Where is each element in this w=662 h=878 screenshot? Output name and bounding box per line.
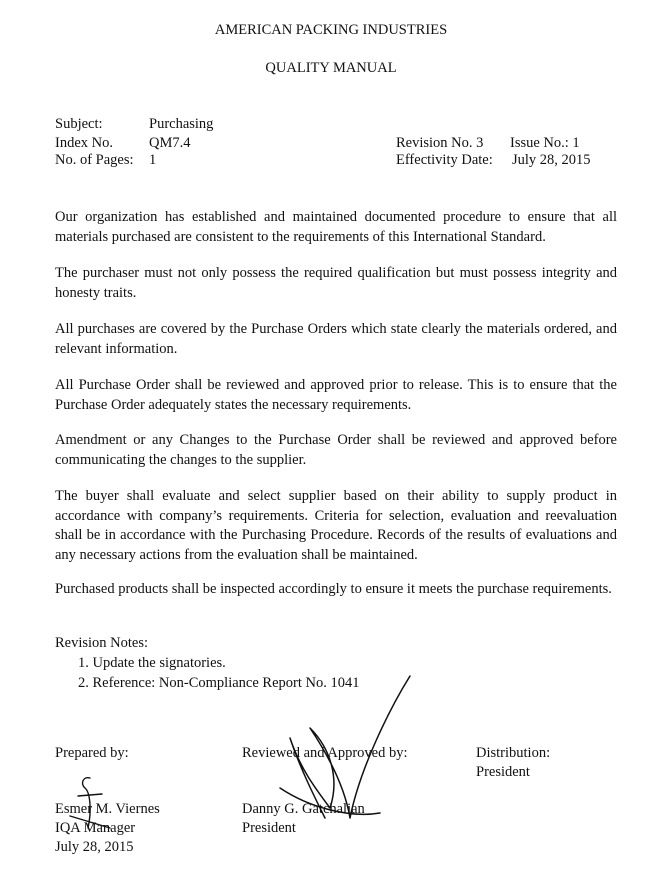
revision-notes-title: Revision Notes:	[55, 635, 149, 651]
pages-value: 1	[149, 152, 157, 168]
distribution-value: President	[476, 764, 530, 780]
distribution-label: Distribution:	[476, 745, 551, 761]
effectivity-date: July 28, 2015	[512, 152, 591, 168]
revision-notes-list	[78, 654, 359, 693]
prepared-by-label: Prepared by:	[55, 745, 129, 761]
paragraph-purchaser: The purchaser must not only possess the required qualification but must possess integrity and honesty traits.	[55, 265, 617, 301]
index-label: Index No.	[55, 135, 113, 151]
issue-number: Issue No.: 1	[510, 135, 580, 151]
pages-label: No. of Pages:	[55, 152, 134, 168]
subject-label: Subject:	[55, 116, 103, 132]
paragraph-review-release: All Purchase Order shall be reviewed and approved prior to release. This is to ensure that the Purchase Order adequately states the necessary requirements.	[55, 377, 617, 413]
subject-value: Purchasing	[149, 116, 214, 132]
prepared-by-date: July 28, 2015	[55, 839, 134, 855]
manual-title: QUALITY MANUAL	[265, 60, 397, 76]
paragraph-amendment: Amendment or any Changes to the Purchase Order shall be reviewed and approved before communicating the changes to the supplier.	[55, 432, 617, 468]
paragraph-supplier-evaluation: The buyer shall evaluate and select supplier based on their ability to supply product in accordance with company’s requirements. Criteria for selection, evaluation and reevaluation shall be in accordance with the Purchasing Procedure. Records of the results of evaluations and any necessary actions from the evaluation shall be maintained.	[55, 488, 617, 563]
prepared-by-title: IQA Manager	[55, 820, 136, 836]
index-value: QM7.4	[149, 135, 191, 151]
revision-number: Revision No. 3	[396, 135, 484, 151]
paragraph-procedure: Our organization has established and maintained documented procedure to ensure that all materials purchased are consistent to the requirements of this International Standard.	[55, 209, 617, 245]
revision-note-item: 2. Reference: Non-Compliance Report No. 1041	[78, 674, 360, 691]
reviewed-approved-label: Reviewed and Approved by:	[242, 745, 408, 761]
paragraph-inspection: Purchased products shall be inspected accordingly to ensure it meets the purchase requirements.	[55, 581, 612, 597]
reviewed-by-name: Danny G. Gatchalian	[242, 801, 365, 817]
reviewed-by-title: President	[242, 820, 296, 836]
paragraph-purchase-orders: All purchases are covered by the Purchase Orders which state clearly the materials ordered, and relevant information.	[55, 321, 617, 357]
company-name: AMERICAN PACKING INDUSTRIES	[214, 22, 448, 38]
revision-note-item: 1. Update the signatories.	[78, 655, 226, 671]
prepared-by-name: Esmer M. Viernes	[55, 801, 160, 817]
effectivity-label: Effectivity Date:	[396, 152, 493, 168]
